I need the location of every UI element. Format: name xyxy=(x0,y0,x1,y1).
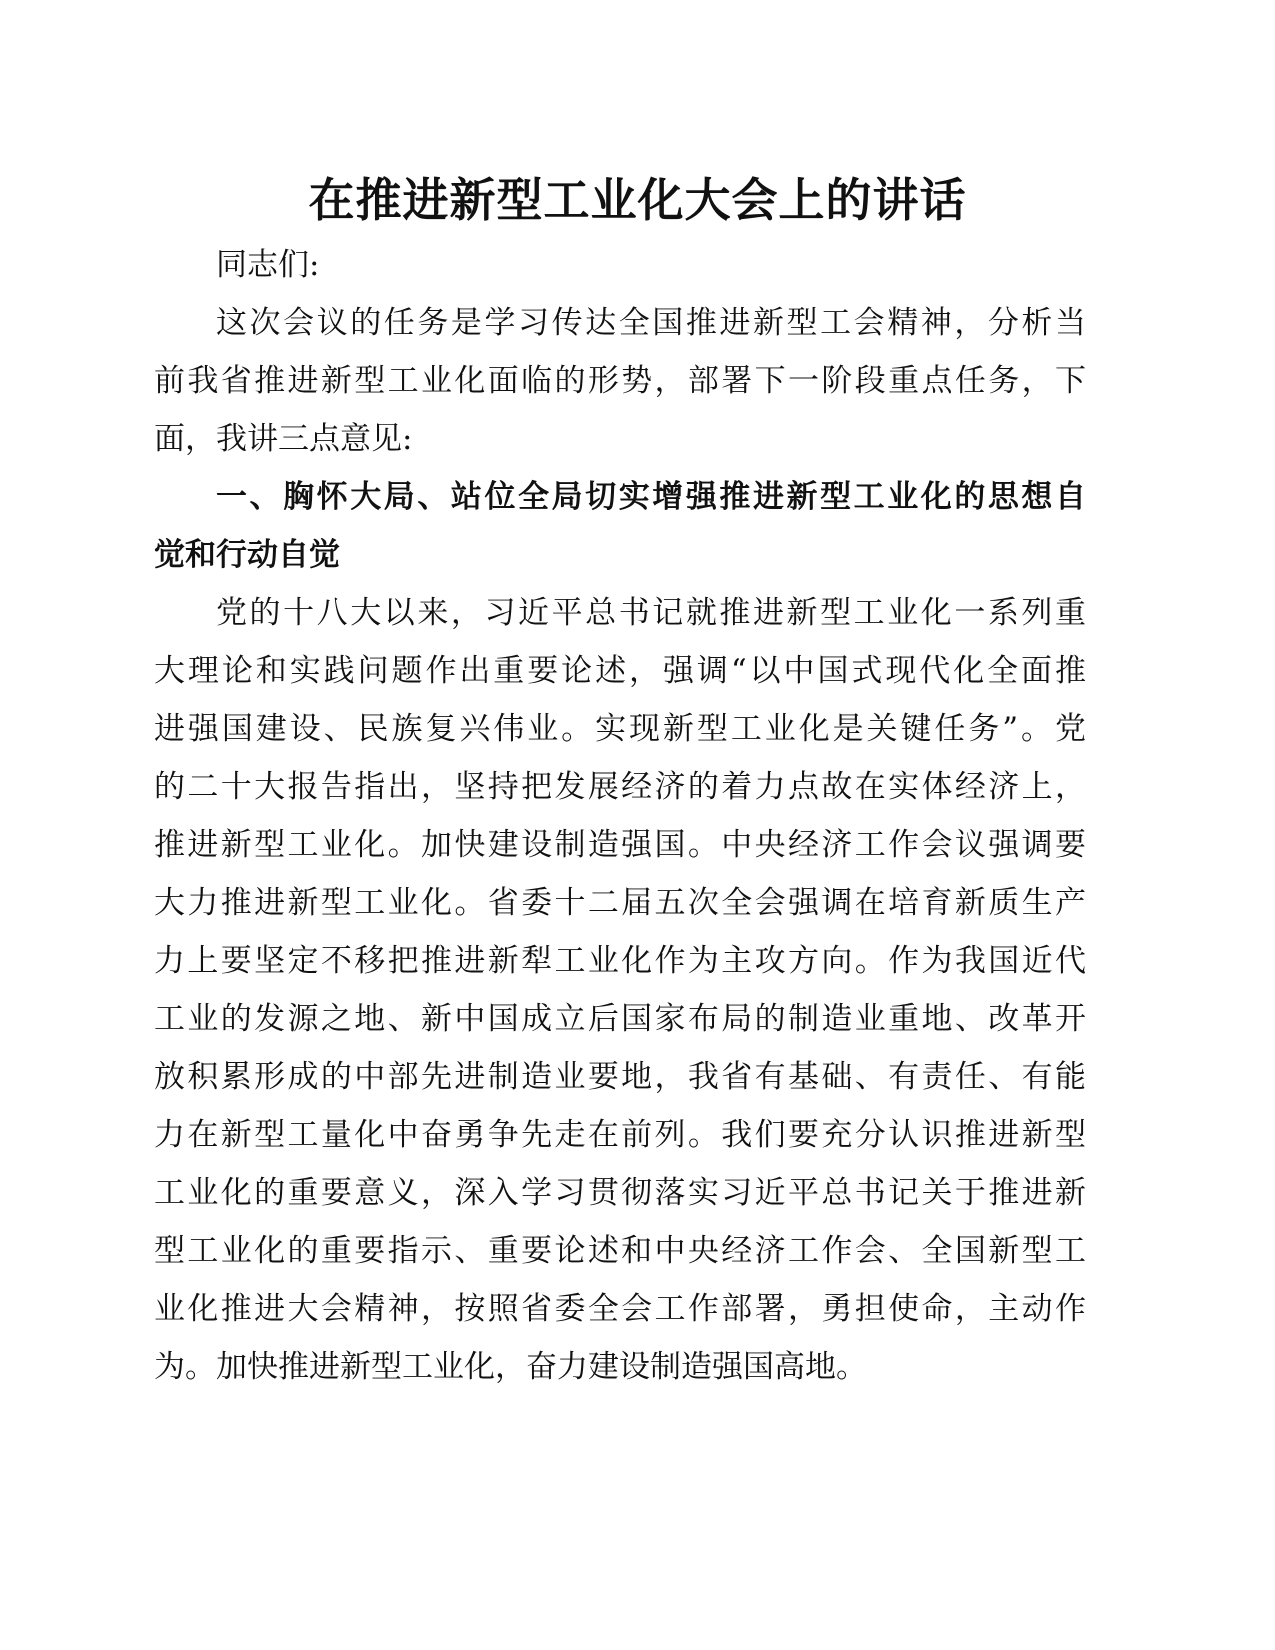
salutation: 同志们: xyxy=(216,247,320,283)
body-line: 的二十大报告指出，坚持把发展经济的着力点故在实体经济上， xyxy=(154,769,1086,805)
body-line: 推进新型工业化。加快建设制造强国。中央经济工作会议强调要 xyxy=(154,827,1086,863)
intro-line: 面，我讲三点意见: xyxy=(154,421,413,457)
body-line: 放积累形成的中部先进制造业要地，我省有基础、有责任、有能 xyxy=(154,1059,1086,1095)
document-body xyxy=(154,236,1086,1396)
section-heading-line: 觉和行动自觉 xyxy=(154,537,340,573)
body-line: 党的十八大以来，习近平总书记就推进新型工业化一系列重 xyxy=(216,595,1086,631)
section-heading-line: 一、胸怀大局、站位全局切实增强推进新型工业化的思想自 xyxy=(216,479,1086,515)
body-line: 大理论和实践问题作出重要论述，强调“以中国式现代化全面推 xyxy=(154,653,1086,689)
body-line: 力在新型工量化中奋勇争先走在前列。我们要充分认识推进新型 xyxy=(154,1117,1086,1153)
body-line: 进强国建设、民族复兴伟业。实现新型工业化是关键任务”。党 xyxy=(154,711,1086,747)
intro-line: 前我省推进新型工业化面临的形势，部署下一阶段重点任务，下 xyxy=(154,363,1086,399)
body-line: 力上要坚定不移把推进新犁工业化作为主攻方向。作为我国近代 xyxy=(154,943,1086,979)
body-line: 型工业化的重要指示、重要论述和中央经济工作会、全国新型工 xyxy=(154,1233,1086,1269)
body-line: 工业化的重要意义，深入学习贯彻落实习近平总书记关于推进新 xyxy=(154,1175,1086,1211)
intro-line: 这次会议的任务是学习传达全国推进新型工会精神，分析当 xyxy=(216,305,1086,341)
section-heading xyxy=(154,468,1086,584)
body-paragraph xyxy=(154,584,1086,1396)
body-line: 业化推进大会精神，按照省委全会工作部署，勇担使命，主动作 xyxy=(154,1291,1086,1327)
body-line: 为。加快推进新型工业化，奋力建设制造强国高地。 xyxy=(154,1349,867,1385)
intro-paragraph xyxy=(154,294,1086,468)
body-line: 工业的发源之地、新中国成立后国家布局的制造业重地、改革开 xyxy=(154,1001,1086,1037)
body-line: 大力推进新型工业化。省委十二届五次全会强调在培育新质生产 xyxy=(154,885,1086,921)
document-title: 在推进新型工业化大会上的讲话 xyxy=(308,173,967,227)
